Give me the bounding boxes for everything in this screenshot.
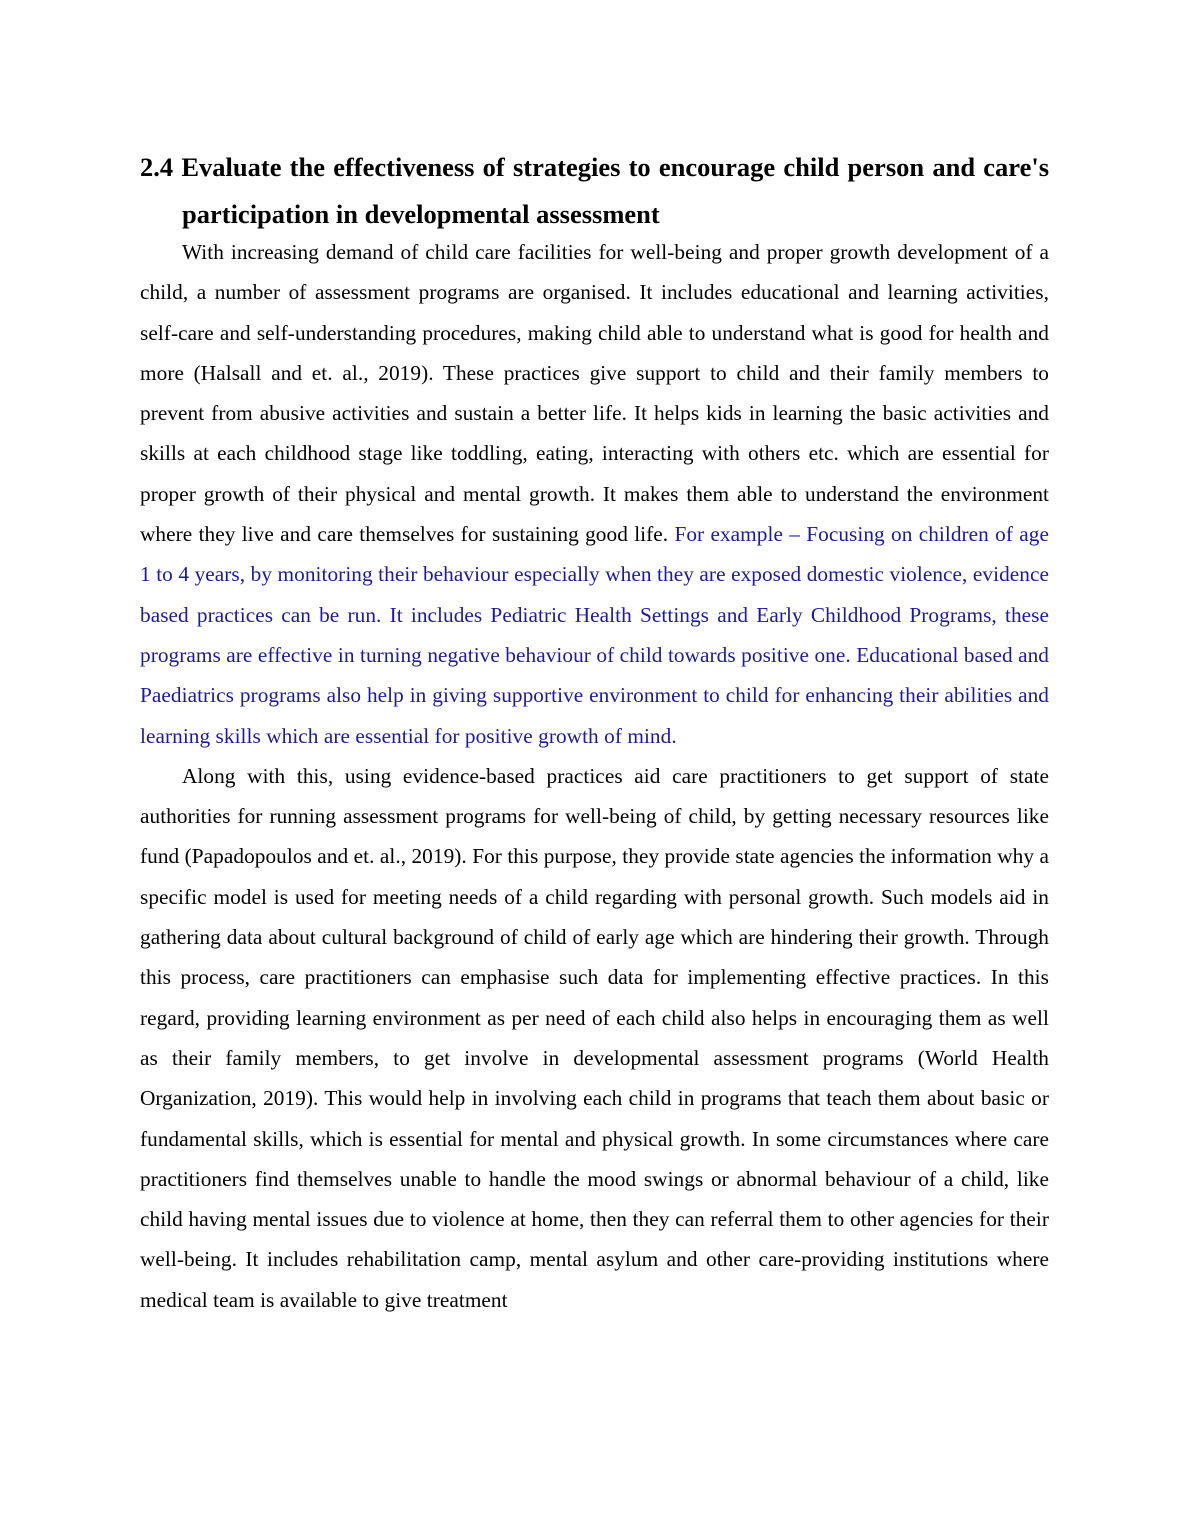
paragraph-2-text: Along with this, using evidence-based practices aid care practitioners to get support of state authorities for running assessment programs for well-being of child, by getting necessary resources like fund (Papadopoulos and et. al., 2019). For this purpose, they provide state agencies the information why a specific model is used for meeting needs of a child regarding with personal growth. Such models aid in gathering data about cultural background of child of early age which are hindering their growth. Through this process, care practitioners can emphasise such data for implementing effective practices. In this regard, providing learning environment as per need of each child also helps in encouraging them as well as their family members, to get involve in developmental assessment programs (World Health Organization, 2019). This would help in involving each child in programs that teach them about basic or fundamental skills, which is essential for mental and physical growth. In some circumstances where care practitioners find themselves unable to handle the mood swings or abnormal behaviour of a child, like child having mental issues due to violence at home, then they can referral them to other agencies for their well-being. It includes rehabilitation camp, mental asylum and other care-providing institutions where medical team is available to give treatment xyxy=(140,763,1049,1312)
paragraph-2 xyxy=(140,756,1049,1320)
paragraph-1-example-highlight: For example – Focusing on children of age 1 to 4 years, by monitoring their behaviour especially when they are exposed domestic violence, evidence based practices can be run. It includes Pediatric Health Settings and Early Childhood Programs, these programs are effective in turning negative behaviour of child towards positive one. Educational based and Paediatrics programs also help in giving supportive environment to child for enhancing their abilities and learning skills which are essential for positive growth of mind. xyxy=(140,522,1050,748)
section-heading xyxy=(140,144,1049,238)
paragraph-1 xyxy=(140,232,1049,756)
paragraph-1-text: With increasing demand of child care facilities for well-being and proper growth development of a child, a number of assessment programs are organised. It includes educational and learning activities, self-care and self-understanding procedures, making child able to understand what is good for health and more (Halsall and et. al., 2019). These practices give support to child and their family members to prevent from abusive activities and sustain a better life. It helps kids in learning the basic activities and skills at each childhood stage like toddling, eating, interacting with others etc. which are essential for proper growth of their physical and mental growth. It makes them able to understand the environment where they live and care themselves for sustaining good life. xyxy=(140,240,1049,547)
section-title: Evaluate the effectiveness of strategies to encourage child person and care's participation in developmental assessment xyxy=(181,152,1050,229)
section-number: 2.4 xyxy=(140,152,174,182)
document-page xyxy=(140,144,1049,1320)
